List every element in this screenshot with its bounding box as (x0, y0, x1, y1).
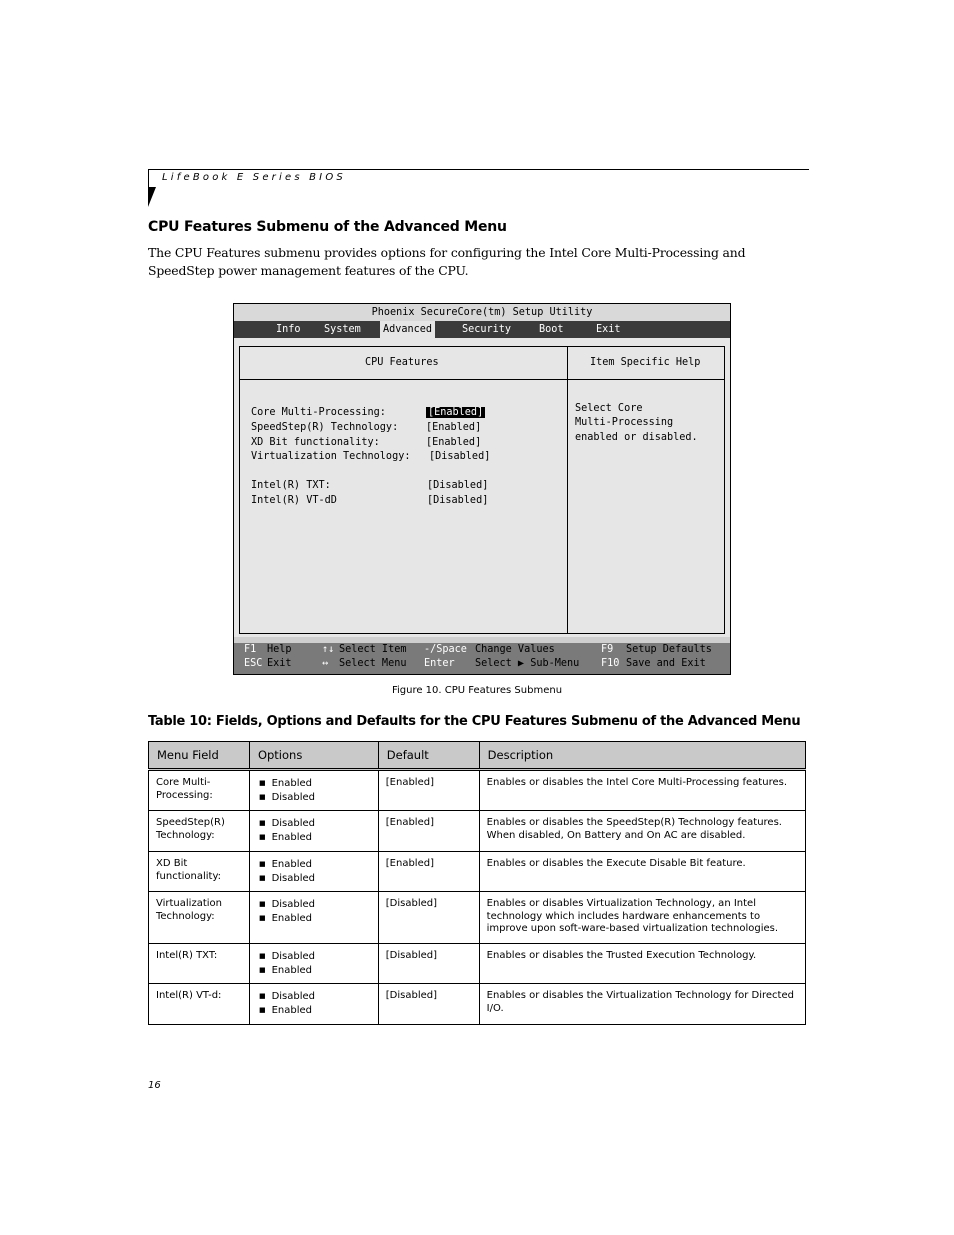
running-head: LifeBook E Series BIOS (162, 172, 346, 183)
option-value[interactable]: [Disabled] (427, 480, 489, 491)
cell-options (249, 892, 378, 944)
cell-default: [Disabled] (378, 892, 479, 944)
cell-options (249, 770, 378, 811)
table-row (149, 944, 806, 984)
bios-panel (239, 346, 725, 634)
cell-field: Intel(R) VT-d: (149, 984, 250, 1025)
key-label: Select Menu (339, 658, 407, 669)
key-label: Save and Exit (626, 658, 706, 669)
page-number: 16 (148, 1080, 161, 1091)
table-header: Options (249, 742, 378, 770)
option-value[interactable]: [Disabled] (429, 451, 491, 462)
header-wedge (148, 187, 156, 207)
figure-caption: Figure 10. CPU Features Submenu (391, 685, 563, 696)
cell-options (249, 852, 378, 892)
option-label: XD Bit functionality: (251, 437, 380, 448)
cell-field: Intel(R) TXT: (149, 944, 250, 984)
key-label: Setup Defaults (626, 644, 712, 655)
header-vrule (148, 169, 149, 189)
tab-exit[interactable]: Exit (596, 324, 621, 335)
option-label: Intel(R) VT-dD (251, 495, 337, 506)
cell-options (249, 984, 378, 1025)
bios-footer (234, 643, 730, 674)
option-item: ■ Enabled (257, 831, 371, 845)
table-header: Default (378, 742, 479, 770)
cell-description: Enables or disables the Virtualization Technology for Directed I/O. (479, 984, 805, 1025)
option-item: ■ Disabled (257, 898, 371, 912)
header-rule (148, 169, 809, 170)
cell-description: Enables or disables the Trusted Execution Technology. (479, 944, 805, 984)
key-enter: Enter (424, 658, 455, 669)
help-line: Multi-Processing (575, 417, 674, 428)
option-item: ■ Disabled (257, 791, 371, 805)
bios-title: Phoenix SecureCore(tm) Setup Utility (234, 304, 730, 321)
tab-advanced[interactable]: Advanced (380, 321, 435, 338)
table-title: Table 10: Fields, Options and Defaults for the CPU Features Submenu of the Advanced Menu (148, 714, 801, 729)
key-label: Change Values (475, 644, 555, 655)
option-label: SpeedStep(R) Technology: (251, 422, 399, 433)
help-line: Select Core (575, 403, 643, 414)
cell-default: [Disabled] (378, 984, 479, 1025)
table-row (149, 892, 806, 944)
panel-divider-vertical (567, 347, 568, 633)
key-f10: F10 (601, 658, 620, 669)
option-value[interactable]: [Enabled] (426, 437, 482, 448)
option-item: ■ Enabled (257, 858, 371, 872)
section-title: CPU Features Submenu of the Advanced Menu (148, 219, 507, 235)
tab-boot[interactable]: Boot (539, 324, 564, 335)
option-item: ■ Disabled (257, 950, 371, 964)
intro-paragraph: The CPU Features submenu provides options for configuring the Intel Core Multi-Processing and SpeedStep power management features of the CPU. (148, 245, 746, 278)
key-f1: F1 (244, 644, 257, 655)
options-table (148, 741, 806, 1025)
option-label: Virtualization Technology: (251, 451, 411, 462)
cell-field: Virtualization Technology: (149, 892, 250, 944)
option-value[interactable]: [Enabled] (426, 422, 482, 433)
cell-default: [Enabled] (378, 811, 479, 852)
bios-screenshot (233, 303, 731, 675)
cell-description: Enables or disables the Intel Core Multi-Processing features. (479, 770, 805, 811)
arrows-leftright-icon: ↔ (322, 658, 329, 669)
bios-menubar (234, 321, 730, 338)
key-space: -/Space (424, 644, 467, 655)
key-f9: F9 (601, 644, 614, 655)
cell-description: Enables or disables the SpeedStep(R) Technology features. When disabled, On Battery and On AC are disabled. (479, 811, 805, 852)
cell-default: [Disabled] (378, 944, 479, 984)
cell-default: [Enabled] (378, 770, 479, 811)
table-header-row (149, 742, 806, 770)
cell-options (249, 944, 378, 984)
table-row (149, 984, 806, 1025)
cell-options (249, 811, 378, 852)
table-row (149, 770, 806, 811)
cell-field: XD Bit functionality: (149, 852, 250, 892)
arrows-updown-icon: ↑↓ (322, 644, 335, 655)
cell-field: SpeedStep(R) Technology: (149, 811, 250, 852)
panel-title: CPU Features (365, 357, 439, 368)
cell-description: Enables or disables Virtualization Technology, an Intel technology which includes hardware enhancements to improve upon soft-ware-based virtualization technologies. (479, 892, 805, 944)
key-label: Help (267, 644, 292, 655)
option-value-selected[interactable]: [Enabled] (428, 407, 484, 418)
cell-default: [Enabled] (378, 852, 479, 892)
key-esc: ESC (244, 658, 263, 669)
option-value[interactable]: [Disabled] (427, 495, 489, 506)
option-item: ■ Enabled (257, 912, 371, 926)
tab-security[interactable]: Security (462, 324, 512, 335)
tab-info[interactable]: Info (276, 324, 301, 335)
key-label: Select Item (339, 644, 407, 655)
option-label: Core Multi-Processing: (251, 407, 386, 418)
option-item: ■ Enabled (257, 777, 371, 791)
table-header: Menu Field (149, 742, 250, 770)
key-label: Exit (267, 658, 292, 669)
option-label: Intel(R) TXT: (251, 480, 331, 491)
option-item: ■ Enabled (257, 1004, 371, 1018)
panel-divider-horizontal (240, 379, 724, 380)
option-item: ■ Disabled (257, 990, 371, 1004)
key-label: Select ▶ Sub-Menu (475, 658, 580, 669)
option-item: ■ Disabled (257, 817, 371, 831)
cell-field: Core Multi-Processing: (149, 770, 250, 811)
cell-description: Enables or disables the Execute Disable Bit feature. (479, 852, 805, 892)
help-line: enabled or disabled. (575, 432, 698, 443)
table-row (149, 852, 806, 892)
table-row (149, 811, 806, 852)
help-title: Item Specific Help (590, 357, 701, 368)
tab-system[interactable]: System (324, 324, 361, 335)
option-item: ■ Enabled (257, 964, 371, 978)
table-header: Description (479, 742, 805, 770)
option-item: ■ Disabled (257, 872, 371, 886)
